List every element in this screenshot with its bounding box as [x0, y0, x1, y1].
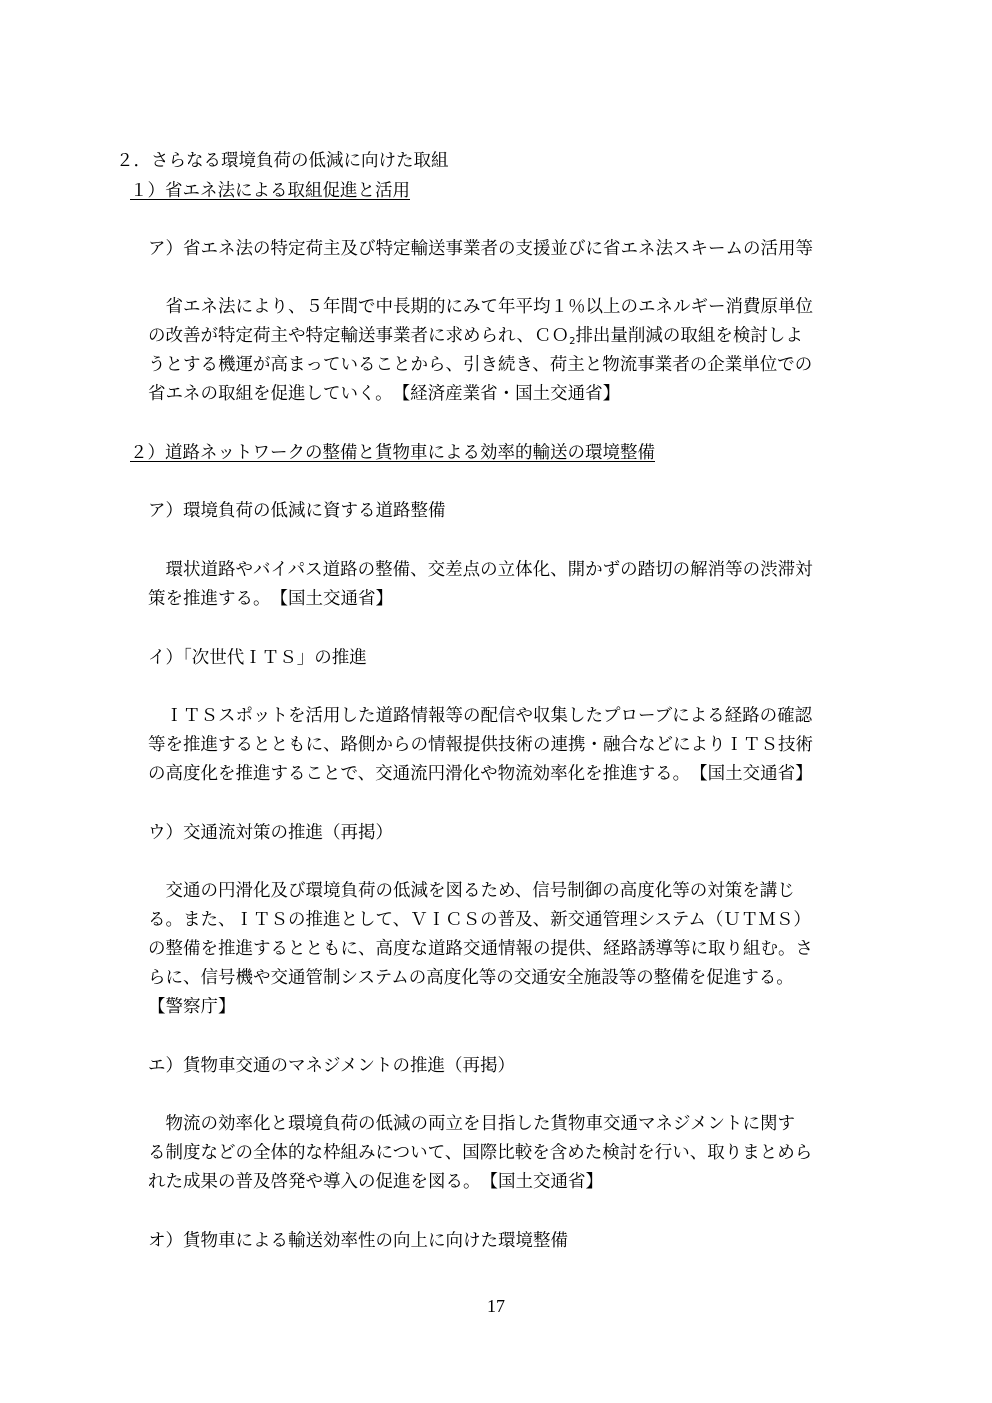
paragraph-line: の整備を推進するとともに、高度な道路交通情報の提供、経路誘導等に取り組む。さ — [148, 939, 813, 959]
paragraph-line: 【警察庁】 — [148, 997, 236, 1017]
text-fragment: の改善が特定荷主や特定輸送事業者に求められ、ＣＯ — [148, 326, 570, 346]
item-title-o-efficiency: オ）貨物車による輸送効率性の向上に向けた環境整備 — [148, 1231, 568, 1251]
paragraph-line: 環状道路やバイパス道路の整備、交差点の立体化、開かずの踏切の解消等の渋滞対 — [148, 560, 813, 580]
subscript-2: 2 — [569, 336, 576, 347]
item-title-u-traffic: ウ）交通流対策の推進（再掲） — [148, 823, 393, 843]
text-fragment: 排出量削減の取組を検討しよ — [575, 326, 803, 346]
paragraph-line: 策を推進する。 【国土交通省】 — [148, 589, 393, 609]
paragraph-line: 省エネ法により、５年間で中長期的にみて年平均１％以上のエネルギー消費原単位 — [148, 297, 813, 317]
section-heading: ２．さらなる環境負荷の低減に向けた取組 — [116, 151, 449, 171]
paragraph-line: 交通の円滑化及び環境負荷の低減を図るため、信号制御の高度化等の対策を講じ — [148, 881, 795, 901]
item-title-a-road: ア）環境負荷の低減に資する道路整備 — [148, 501, 446, 521]
paragraph-line: うとする機運が高まっていることから、引き続き、荷主と物流事業者の企業単位での — [148, 355, 813, 375]
paragraph-line: ＩＴＳスポットを活用した道路情報等の配信や収集したプローブによる経路の確認 — [148, 706, 813, 726]
paragraph-line: の高度化を推進することで、交通流円滑化や物流効率化を推進する。 【国土交通省】 — [148, 764, 813, 784]
item-title-a-energy-law: ア）省エネ法の特定荷主及び特定輸送事業者の支援並びに省エネ法スキームの活用等 — [148, 239, 813, 259]
paragraph-line: れた成果の普及啓発や導入の促進を図る。 【国土交通省】 — [148, 1172, 603, 1192]
paragraph-line: 物流の効率化と環境負荷の低減の両立を目指した貨物車交通マネジメントに関す — [148, 1114, 795, 1134]
paragraph-line: る制度などの全体的な枠組みについて、国際比較を含めた検討を行い、取りまとめら — [148, 1143, 813, 1163]
paragraph-line: らに、信号機や交通管制システムの高度化等の交通安全施設等の整備を促進する。 — [148, 968, 794, 988]
item-title-i-its: イ）「次世代ＩＴＳ」の推進 — [148, 648, 367, 668]
paragraph-line: 等を推進するとともに、路側からの情報提供技術の連携・融合などによりＩＴＳ技術 — [148, 735, 813, 755]
item-title-e-freight: エ）貨物車交通のマネジメントの推進（再掲） — [148, 1056, 515, 1076]
page-number: 17 — [487, 1296, 505, 1316]
subsection-title-1: １）省エネ法による取組促進と活用 — [130, 181, 410, 201]
subsection-title-2: ２）道路ネットワークの整備と貨物車による効率的輸送の環境整備 — [130, 443, 655, 463]
paragraph-line: る。また、ＩＴＳの推進として、ＶＩＣＳの普及、新交通管理システム（ＵＴＭＳ） — [148, 910, 811, 930]
paragraph-line — [148, 325, 803, 353]
paragraph-line: 省エネの取組を促進していく。 【経済産業省・国土交通省】 — [148, 384, 621, 404]
